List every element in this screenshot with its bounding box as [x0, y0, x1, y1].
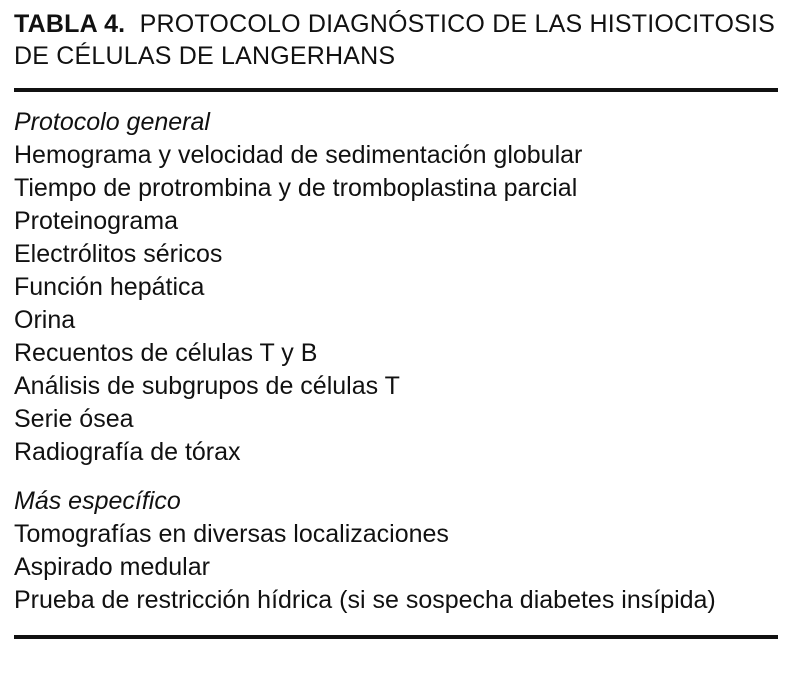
more-specific-list: [14, 518, 778, 617]
diagnostic-protocol-table: [14, 6, 778, 639]
list-item: Análisis de subgrupos de células T: [14, 372, 400, 400]
section-more-specific: [14, 485, 778, 617]
table-caption: [14, 6, 778, 72]
list-item: Función hepática: [14, 273, 205, 301]
list-item: Recuentos de células T y B: [14, 339, 318, 367]
list-item: Hemograma y velocidad de sedimentación globular: [14, 141, 583, 169]
general-protocol-list: [14, 139, 778, 469]
list-item: Electrólitos séricos: [14, 240, 223, 268]
list-item: Aspirado medular: [14, 553, 210, 581]
section-title: Más específico: [14, 487, 181, 515]
section-general-protocol: [14, 106, 778, 469]
list-item: Tiempo de protrombina y de tromboplastina parcial: [14, 174, 578, 202]
section-title: Protocolo general: [14, 108, 210, 136]
list-item: Orina: [14, 306, 76, 334]
list-item: Prueba de restricción hídrica (si se sospecha diabetes insípida): [14, 586, 716, 614]
bottom-rule: [14, 635, 778, 639]
list-item: Serie ósea: [14, 405, 134, 433]
table-label: TABLA 4.: [14, 10, 126, 38]
top-rule: [14, 88, 778, 92]
table-title: PROTOCOLO DIAGNÓSTICO DE LAS HISTIOCITOSIS DE CÉLULAS DE LANGERHANS: [14, 10, 775, 70]
list-item: Radiografía de tórax: [14, 438, 241, 466]
list-item: Tomografías en diversas localizaciones: [14, 520, 449, 548]
list-item: Proteinograma: [14, 207, 178, 235]
